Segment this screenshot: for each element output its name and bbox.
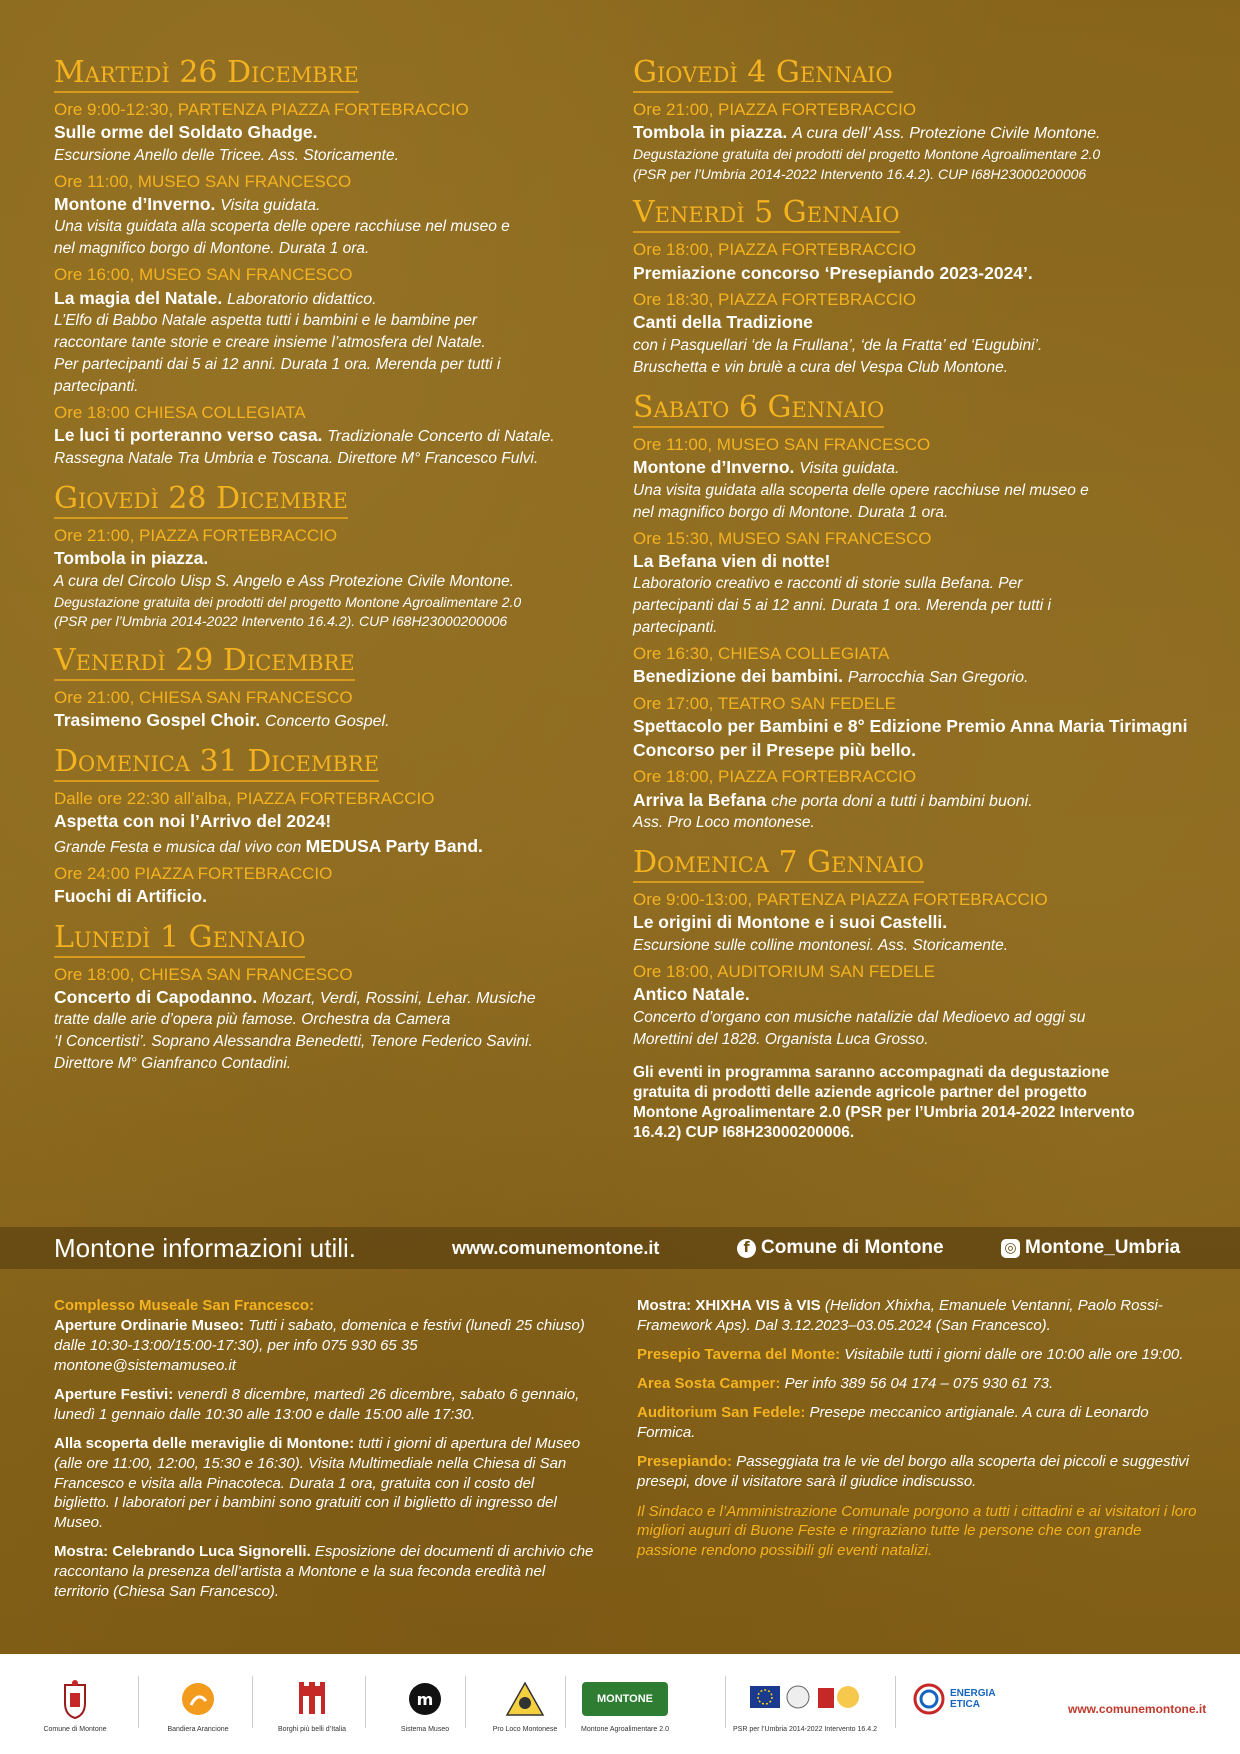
day-block: [633, 846, 1193, 1050]
info-text: Passeggiata tra le vie del borgo alla scoperta dei piccoli e suggestivi presepi, dove il visitatore sarà il giudice indiscusso.: [637, 1452, 1189, 1490]
info-right: [637, 1296, 1197, 1561]
footer-logo-caption: Bandiera Arancione: [167, 1726, 229, 1733]
day-title: Giovedì 28 Dicembre: [54, 482, 348, 519]
event-description: partecipanti dai 5 ai 12 anni. Durata 1 ora. Merenda per tutti i: [633, 597, 1051, 615]
instagram-link[interactable]: [1001, 1237, 1180, 1259]
footer-logo: [900, 1676, 1010, 1722]
program-note: [633, 1063, 1193, 1144]
program-note-line: gratuita di prodotti delle aziende agricole partner del progetto: [633, 1083, 1087, 1101]
event-title-line: [54, 810, 614, 834]
day-block: [54, 745, 614, 908]
info-item: [637, 1345, 1197, 1365]
event-description: A cura del Circolo Uisp S. Angelo e Ass Protezione Civile Montone.: [54, 572, 515, 590]
event-description: con i Pasquellari ‘de la Frullana’, ‘de la Fratta’ ed ‘Eugubini’.: [633, 336, 1043, 354]
day-block: [633, 196, 1193, 378]
facebook-label: Comune di Montone: [761, 1237, 944, 1258]
info-item: [54, 1385, 594, 1425]
event-title: Montone d’Inverno.: [633, 457, 795, 477]
footer-logo-caption: Pro Loco Montonese: [492, 1726, 558, 1733]
event-time-place: Ore 17:00, TEATRO SAN FEDELE: [633, 694, 896, 714]
info-bar: [0, 1227, 1240, 1269]
footer-separator: [365, 1676, 366, 1728]
info-label: Auditorium San Fedele:: [637, 1403, 806, 1421]
event-time-place: Ore 24:00 PIAZZA FORTEBRACCIO: [54, 863, 333, 883]
footer-separator: [895, 1676, 896, 1728]
event-item: [633, 643, 1193, 689]
event-subtitle: Tradizionale Concerto di Natale.: [327, 428, 555, 446]
event-description: Ass. Pro Loco montonese.: [633, 814, 815, 832]
event-title: La Befana vien di notte!: [633, 550, 831, 571]
event-description: Per partecipanti dai 5 ai 12 anni. Durata 1 ora. Merenda per tutti i: [54, 356, 501, 374]
info-label: Mostra: XHIXHA VIS à VIS: [637, 1297, 821, 1314]
castle-icon: [297, 1676, 327, 1722]
event-time-place: Ore 18:00, AUDITORIUM SAN FEDELE: [633, 961, 935, 981]
footer-logo: [143, 1676, 253, 1733]
day-title: Venerdì 5 Gennaio: [633, 196, 900, 233]
info-item: [637, 1403, 1197, 1443]
event-item: [54, 863, 614, 909]
footer-logo-caption: Montone Agroalimentare 2.0: [581, 1726, 669, 1733]
energia-etica-icon: [912, 1676, 998, 1722]
energia-etica-label: ENERGIA ETICA: [950, 1688, 996, 1710]
montone-agro-icon: [582, 1676, 668, 1722]
footer-separator: [138, 1676, 139, 1728]
event-title: Concerto di Capodanno.: [54, 986, 258, 1007]
event-title-line: [633, 456, 1193, 480]
event-time-place: Ore 15:30, MUSEO SAN FRANCESCO: [633, 528, 932, 548]
event-subtitle: A cura dell’ Ass. Protezione Civile Montone.: [792, 125, 1101, 143]
event-desc-bold: MEDUSA Party Band.: [305, 835, 483, 856]
event-time-place: Ore 21:00, PIAZZA FORTEBRACCIO: [54, 525, 338, 545]
info-text: Per info 389 56 04 174 – 075 930 61 73.: [784, 1374, 1054, 1392]
website-link[interactable]: www.comunemontone.it: [452, 1237, 660, 1258]
info-label: Presepiando:: [637, 1452, 733, 1470]
event-time-place: Ore 11:00, MUSEO SAN FRANCESCO: [633, 434, 931, 454]
info-item: [54, 1542, 594, 1602]
info-text: Esposizione dei documenti di archivio che raccontano la presenza dell’artista a Montone e la sua feconda eredità nel territorio (Chiesa San Francesco).: [54, 1543, 594, 1601]
event-item: [54, 171, 614, 261]
event-title-line: [633, 262, 1193, 286]
event-title: Trasimeno Gospel Choir.: [54, 710, 261, 731]
event-subtitle: Parrocchia San Gregorio.: [847, 669, 1029, 687]
event-title: Sulle orme del Soldato Ghadge.: [54, 122, 318, 143]
event-description: Laboratorio creativo e racconti di storie sulla Befana. Per: [633, 575, 1023, 593]
event-description: Morettini del 1828. Organista Luca Grosso.: [633, 1030, 929, 1048]
event-item: [633, 99, 1193, 184]
day-title: Giovedì 4 Gennaio: [633, 56, 893, 93]
event-time-place: Dalle ore 22:30 all’alba, PIAZZA FORTEBRACCIO: [54, 789, 435, 809]
footer-logo-caption: Comune di Montone: [43, 1726, 107, 1733]
day-block: [633, 56, 1193, 184]
footer-logo-caption: Sistema Museo: [400, 1726, 450, 1733]
event-title: Tombola in piazza.: [633, 122, 788, 143]
footer-separator: [465, 1676, 466, 1728]
event-item: [54, 99, 614, 167]
event-subtitle: Mozart, Verdi, Rossini, Lehar. Musiche: [262, 989, 536, 1007]
event-title-line: [633, 789, 1193, 813]
info-label: Mostra: Celebrando Luca Signorelli.: [54, 1543, 311, 1561]
event-description: Escursione sulle colline montonesi. Ass. Storicamente.: [633, 936, 1009, 954]
event-time-place: Ore 18:30, PIAZZA FORTEBRACCIO: [633, 290, 917, 310]
event-title: Tombola in piazza.: [54, 547, 209, 568]
event-title: Benedizione dei bambini.: [633, 666, 844, 687]
event-description: ‘I Concertisti’. Soprano Alessandra Benedetti, Tenore Federico Savini.: [54, 1033, 533, 1051]
event-time-place: Ore 18:00, PIAZZA FORTEBRACCIO: [633, 240, 917, 260]
footer-logo: [730, 1676, 880, 1733]
program-note-line: Gli eventi in programma saranno accompagnati da degustazione: [633, 1063, 1110, 1081]
event-subtitle: Visita guidata.: [799, 460, 900, 477]
event-time-place: Ore 18:00 CHIESA COLLEGIATA: [54, 403, 306, 423]
facebook-icon: f: [737, 1239, 756, 1258]
event-item: [54, 402, 614, 470]
event-title-line: [54, 424, 614, 448]
event-item: [54, 687, 614, 733]
event-time-place: Ore 9:00-12:30, PARTENZA PIAZZA FORTEBRACCIO: [54, 100, 469, 119]
event-title-line: [54, 709, 614, 733]
event-item: [633, 528, 1193, 640]
info-text: Presepe meccanico artigianale. A cura di Leonardo Formica.: [637, 1403, 1149, 1441]
event-item: [54, 264, 614, 398]
event-time-place: Ore 21:00, CHIESA SAN FRANCESCO: [54, 688, 353, 708]
event-subtitle: Laboratorio didattico.: [227, 290, 377, 308]
footer-logo: [257, 1676, 367, 1733]
footer-logo-caption: PSR per l’Umbria 2014-2022 Intervento 16.4.2: [733, 1726, 877, 1733]
info-label: Aperture Festivi:: [54, 1385, 174, 1403]
eu-flag-icon: [750, 1676, 860, 1722]
event-title-line: [54, 193, 614, 217]
info-item: [637, 1374, 1197, 1394]
event-title-line: [54, 287, 614, 311]
event-time-place: Ore 9:00-13:00, PARTENZA PIAZZA FORTEBRACCIO: [633, 890, 1048, 910]
info-item: [54, 1296, 594, 1376]
event-title: Premiazione concorso ‘Presepiando 2023-2024’.: [633, 262, 1033, 283]
event-description: Bruschetta e vin brulè a cura del Vespa Club Montone.: [633, 358, 1009, 376]
footer-logo: [370, 1676, 480, 1733]
event-title: Le origini di Montone e i suoi Castelli.: [633, 912, 948, 933]
event-note: (PSR per l’Umbria 2014-2022 Intervento 16.4.2). CUP I68H23000200006: [54, 613, 508, 630]
event-title-line: [54, 885, 614, 909]
info-text: (Helidon Xhixha, Emanuele Ventanni, Paolo Rossi-Framework Aps). Dal 3.12.2023–03.05.2024 (San Francesco).: [637, 1297, 1163, 1334]
footer-separator: [725, 1676, 726, 1728]
event-subtitle: Visita guidata.: [220, 196, 321, 214]
day-block: [54, 921, 614, 1076]
event-title: Arriva la Befana: [633, 789, 767, 810]
event-item: [633, 289, 1193, 379]
day-title: Domenica 31 Dicembre: [54, 745, 379, 782]
event-time-place: Ore 18:00, CHIESA SAN FRANCESCO: [54, 964, 353, 984]
event-description: nel magnifico borgo di Montone. Durata 1 ora.: [633, 503, 949, 521]
event-description: Concerto d’organo con musiche natalizie dal Medioevo ad oggi su: [633, 1008, 1086, 1026]
info-email[interactable]: montone@sistemamuseo.it: [54, 1356, 236, 1374]
program-note-line: Montone Agroalimentare 2.0 (PSR per l’Umbria 2014-2022 Intervento: [633, 1103, 1135, 1121]
event-title-line: [633, 911, 1193, 935]
event-title: Le luci ti porteranno verso casa.: [54, 425, 323, 446]
event-description: Rassegna Natale Tra Umbria e Toscana. Direttore M° Francesco Fulvi.: [54, 449, 539, 467]
event-item: [633, 693, 1193, 762]
footer-website[interactable]: www.comunemontone.it: [1068, 1702, 1207, 1716]
event-title: Canti della Tradizione: [633, 312, 813, 333]
day-block: [633, 391, 1193, 834]
info-label: Presepio Taverna del Monte:: [637, 1345, 841, 1363]
info-text: Visitabile tutti i giorni dalle ore 10:00 alle ore 19:00.: [844, 1345, 1184, 1363]
footer-logo: [570, 1676, 680, 1733]
info-item: [54, 1434, 594, 1534]
pro-loco-icon: [505, 1676, 545, 1722]
info-title: Montone informazioni utili.: [54, 1232, 357, 1263]
event-note: Degustazione gratuita dei prodotti del progetto Montone Agroalimentare 2.0: [633, 145, 1101, 162]
event-note: (PSR per l’Umbria 2014-2022 Intervento 16.4.2). CUP I68H23000200006: [633, 165, 1087, 182]
event-item: [633, 434, 1193, 524]
day-title: Domenica 7 Gennaio: [633, 846, 924, 883]
info-label: Area Sosta Camper:: [637, 1374, 781, 1392]
event-title-line: [633, 121, 1193, 145]
day-block: [54, 482, 614, 632]
event-title-line: [54, 547, 614, 571]
event-desc-text: Grande Festa e musica dal vivo con: [54, 838, 306, 856]
day-block: [54, 644, 614, 733]
event-subtitle: Concerto Gospel.: [265, 713, 390, 731]
event-item: [633, 766, 1193, 834]
info-section-title: Complesso Museale San Francesco:: [54, 1297, 315, 1314]
footer-logo-caption: Borghi più belli d’Italia: [277, 1726, 347, 1733]
info-text: Tutti i sabato, domenica e festivi (lunedì 25 chiuso) dalle 10:30-13:00/15:00-17:30), per info 075 930 65 35: [54, 1316, 585, 1354]
event-item: [54, 788, 614, 859]
event-title-line: [633, 715, 1193, 762]
event-time-place: Ore 16:30, CHIESA COLLEGIATA: [633, 644, 890, 664]
event-item: [633, 961, 1193, 1051]
footer: [0, 1654, 1240, 1754]
footer-logo: [470, 1676, 580, 1733]
event-time-place: Ore 16:00, MUSEO SAN FRANCESCO: [54, 265, 353, 285]
event-subtitle: che porta doni a tutti i bambini buoni.: [771, 792, 1033, 810]
instagram-label: Montone_Umbria: [1025, 1237, 1181, 1258]
event-title: Antico Natale.: [633, 983, 750, 1004]
event-time-place: Ore 21:00, PIAZZA FORTEBRACCIO: [633, 100, 917, 119]
event-description: raccontare tante storie e creare insieme l’atmosfera del Natale.: [54, 334, 486, 352]
day-title: Lunedì 1 Gennaio: [54, 921, 305, 958]
event-description: Escursione Anello delle Tricee. Ass. Storicamente.: [54, 146, 399, 164]
event-title: Fuochi di Artificio.: [54, 885, 207, 906]
event-title-line: [54, 986, 614, 1010]
event-item: [633, 889, 1193, 957]
event-description: nel magnifico borgo di Montone. Durata 1 ora.: [54, 240, 370, 258]
event-title: Spettacolo per Bambini e 8° Edizione Premio Anna Maria Tirimagni Concorso per il Presepe più bello.: [633, 716, 1188, 760]
footer-logo: [20, 1676, 130, 1733]
event-title: La magia del Natale.: [54, 287, 223, 308]
event-time-place: Ore 11:00, MUSEO SAN FRANCESCO: [54, 171, 352, 191]
event-title: Montone d’Inverno.: [54, 193, 216, 214]
coat-of-arms-icon: [62, 1676, 88, 1722]
info-item: [637, 1296, 1197, 1336]
info-item: [637, 1452, 1197, 1492]
event-title-line: [633, 665, 1193, 689]
facebook-link[interactable]: [737, 1237, 944, 1259]
event-title-line: [54, 121, 614, 145]
event-description: tratte dalle arie d’opera più famose. Orchestra da Camera: [54, 1011, 451, 1029]
event-description: [54, 834, 614, 859]
left-column: [54, 56, 614, 1087]
info-label: Alla scoperta delle meraviglie di Montone:: [54, 1434, 355, 1452]
info-label: Aperture Ordinarie Museo:: [54, 1316, 245, 1334]
event-item: [54, 964, 614, 1076]
event-description: Una visita guidata alla scoperta delle opere racchiuse nel museo e: [633, 481, 1089, 499]
orange-flag-icon: [180, 1676, 216, 1722]
info-text: tutti i giorni di apertura del Museo (alle ore 11:00, 12:00, 15:30 e 16:30). Visita Multimediale nella Chiesa di San Francesco e visita alla Pinacoteca. Durata 1 ora, gratuita con il costo del biglietto. I laboratori per i bambini sono gratuiti con il biglietto di ingresso del Museo.: [54, 1434, 581, 1532]
event-item: [633, 239, 1193, 285]
event-time-place: Ore 18:00, PIAZZA FORTEBRACCIO: [633, 767, 917, 787]
svg-text:m: m: [416, 1690, 434, 1709]
day-title: Venerdì 29 Dicembre: [54, 644, 355, 681]
event-description: partecipanti.: [54, 378, 139, 396]
footer-separator: [565, 1676, 566, 1728]
event-title-line: [633, 550, 1193, 574]
info-text: venerdì 8 dicembre, martedì 26 dicembre, sabato 6 gennaio, lunedì 1 gennaio dalle 10:30 alle 13:00 e dalle 15:00 alle 17:30.: [54, 1385, 580, 1423]
footer-separator: [252, 1676, 253, 1728]
info-left: [54, 1296, 594, 1611]
montone-agro-mark: MONTONE: [582, 1682, 668, 1716]
right-column: [633, 56, 1193, 1143]
instagram-icon: ◎: [1001, 1239, 1020, 1258]
day-title: Martedì 26 Dicembre: [54, 56, 359, 93]
event-description: Direttore M° Gianfranco Contadini.: [54, 1055, 292, 1073]
closing-message: Il Sindaco e l’Amministrazione Comunale porgono a tutti i cittadini e ai visitatori i loro migliori auguri di Buone Feste e ringraziano tutte le persone che con grande passione rendono possibili gli eventi natalizi.: [637, 1502, 1197, 1560]
day-block: [54, 56, 614, 470]
event-title: Aspetta con noi l’Arrivo del 2024!: [54, 811, 332, 832]
event-description: L’Elfo di Babbo Natale aspetta tutti i bambini e le bambine per: [54, 312, 478, 330]
event-description: Una visita guidata alla scoperta delle opere racchiuse nel museo e: [54, 218, 510, 236]
day-title: Sabato 6 Gennaio: [633, 391, 884, 428]
program-note-line: 16.4.2) CUP I68H23000200006.: [633, 1123, 855, 1141]
event-item: [54, 525, 614, 632]
event-description: partecipanti.: [633, 619, 718, 637]
event-note: Degustazione gratuita dei prodotti del progetto Montone Agroalimentare 2.0: [54, 593, 522, 610]
event-title-line: [633, 311, 1193, 335]
sistema-museo-icon: [408, 1676, 442, 1722]
event-title-line: [633, 983, 1193, 1007]
